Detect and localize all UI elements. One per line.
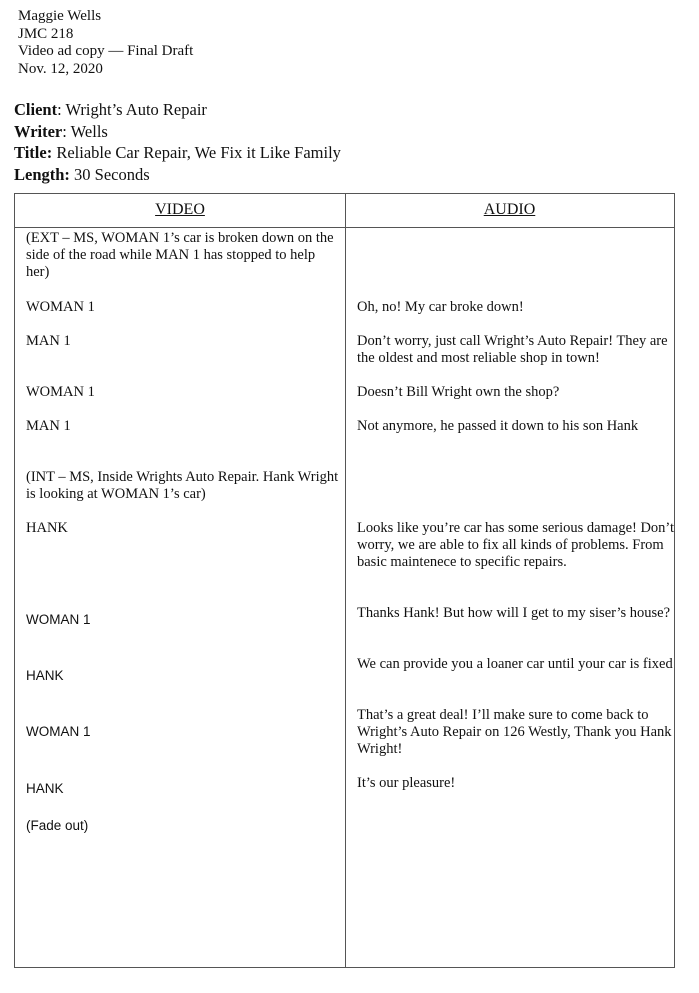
audio-cell: We can provide you a loaner car until your car is fixed bbox=[357, 656, 673, 672]
length-label: Length: bbox=[14, 164, 70, 184]
audio-cell: Looks like you’re car has some serious damage! Don’t worry, we are able to fix all kinds of problems. From basic maintenece to specific repairs. bbox=[357, 520, 675, 570]
audio-cell: Not anymore, he passed it down to his son Hank bbox=[357, 418, 639, 434]
video-cell: (INT – MS, Inside Wrights Auto Repair. Hank Wright is looking at WOMAN 1’s car) bbox=[26, 469, 339, 502]
video-cell: WOMAN 1 bbox=[26, 724, 91, 739]
video-cell: WOMAN 1 bbox=[26, 299, 95, 315]
title-value: Reliable Car Repair, We Fix it Like Family bbox=[52, 143, 341, 162]
audio-cell: That’s a great deal! I’ll make sure to come back to Wright’s Auto Repair on 126 Westly, Thank you Hank Wright! bbox=[357, 707, 672, 757]
audio-cell: Doesn’t Bill Wright own the shop? bbox=[357, 384, 560, 400]
writer-line bbox=[14, 121, 341, 143]
writer-value: : Wells bbox=[62, 121, 108, 141]
video-column-header: VIDEO bbox=[155, 201, 205, 218]
video-cell: HANK bbox=[26, 668, 64, 683]
video-cell: (Fade out) bbox=[26, 818, 89, 833]
writer-label: Writer bbox=[14, 121, 63, 141]
document-header bbox=[18, 8, 193, 78]
document-date: Nov. 12, 2020 bbox=[18, 60, 103, 77]
audio-cell: Don’t worry, just call Wright’s Auto Repair! They are the oldest and most reliable shop in town! bbox=[357, 333, 668, 366]
client-value: : Wright’s Auto Repair bbox=[57, 100, 207, 119]
length-line bbox=[14, 164, 341, 186]
length-value: 30 Seconds bbox=[69, 164, 150, 184]
video-cell: HANK bbox=[26, 781, 64, 796]
column-divider bbox=[345, 194, 346, 967]
client-label: Client bbox=[14, 100, 58, 119]
audio-cell: Oh, no! My car broke down! bbox=[357, 299, 524, 315]
header-divider bbox=[15, 227, 674, 228]
video-cell: MAN 1 bbox=[26, 418, 71, 434]
audio-cell: It’s our pleasure! bbox=[357, 775, 456, 791]
draft-label: Video ad copy — Final Draft bbox=[18, 43, 194, 59]
audio-column-header: AUDIO bbox=[483, 201, 536, 218]
client-line bbox=[14, 99, 341, 121]
author-name: Maggie Wells bbox=[18, 8, 102, 24]
video-cell: HANK bbox=[26, 520, 68, 536]
script-table bbox=[14, 193, 675, 968]
course-code: JMC 218 bbox=[18, 25, 74, 42]
audio-cell: Thanks Hank! But how will I get to my siser’s house? bbox=[357, 605, 671, 621]
video-cell: MAN 1 bbox=[26, 333, 71, 349]
title-line bbox=[14, 142, 341, 164]
video-cell: WOMAN 1 bbox=[26, 612, 91, 627]
video-cell: (EXT – MS, WOMAN 1’s car is broken down on the side of the road while MAN 1 has stopped to help her) bbox=[26, 230, 334, 280]
video-cell: WOMAN 1 bbox=[26, 384, 95, 400]
title-label: Title: bbox=[14, 143, 53, 162]
ad-metadata bbox=[14, 99, 341, 185]
